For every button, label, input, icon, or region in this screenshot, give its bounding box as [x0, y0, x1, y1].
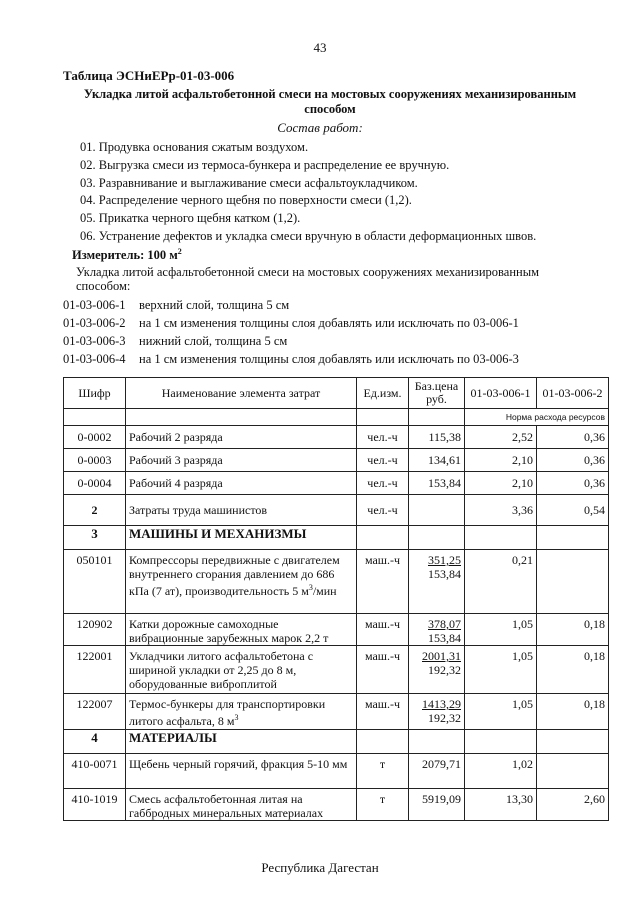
- page-number: 43: [313, 40, 327, 55]
- cell-v1: 3,36: [465, 495, 537, 526]
- cell-code: 050101: [64, 550, 126, 614]
- table-row: [64, 646, 609, 694]
- price-bottom: 153,84: [428, 631, 461, 645]
- cell-v1: 2,52: [465, 426, 537, 449]
- cell-v2: 0,36: [537, 449, 609, 472]
- cell-v2: 0,36: [537, 472, 609, 495]
- cell-name-text: Термос-бункеры для транспортировки литого асфальта, 8 м: [129, 697, 326, 728]
- description: Укладка литой асфальтобетонной смеси на мостовых сооружениях механизированным способом:: [76, 265, 540, 293]
- cell-price: 134,61: [409, 449, 465, 472]
- cell-name: Смесь асфальтобетонная литая на габбродных минеральных материалах: [126, 789, 357, 821]
- cell-name: Рабочий 4 разряда: [126, 472, 357, 495]
- header-price-line2: руб.: [426, 392, 447, 406]
- section-row-materials: [64, 730, 609, 754]
- cell-v2: [537, 550, 609, 614]
- cell-code: 0-0004: [64, 472, 126, 495]
- price-top: 1413,29: [422, 697, 461, 711]
- price-bottom: 192,32: [428, 711, 461, 725]
- cell-name-text: Компрессоры передвижные с двигателем внутреннего сгорания давлением до 686 кПа (7 ат), производительность 5 м: [129, 553, 340, 598]
- variant-row: [63, 316, 519, 331]
- price-bottom: 192,32: [428, 663, 461, 677]
- cell-code: 122001: [64, 646, 126, 694]
- cell-v1: 1,05: [465, 694, 537, 730]
- table-row: [64, 449, 609, 472]
- cell-unit: т: [357, 754, 409, 789]
- variant-text: на 1 см изменения толщины слоя добавлять или исключать по 03-006-3: [139, 352, 519, 366]
- cell-name-suffix: /мин: [312, 584, 337, 598]
- cell-price: [409, 646, 465, 694]
- cell-name: [126, 550, 357, 614]
- cell-name-sup: 3: [308, 583, 313, 592]
- cell-price: 2079,71: [409, 754, 465, 789]
- cell-unit: т: [357, 789, 409, 821]
- table-row: [64, 614, 609, 646]
- work-item: 04. Распределение черного щебня по поверхности смеси (1,2).: [80, 193, 412, 207]
- table-row: [64, 426, 609, 449]
- meter-sup: 2: [177, 247, 182, 256]
- cell-price: 115,38: [409, 426, 465, 449]
- price-top: 378,07: [428, 617, 461, 631]
- variant-code: 01-03-006-2: [63, 316, 126, 330]
- cell-v1: 2,10: [465, 472, 537, 495]
- section-row-machines: [64, 526, 609, 550]
- section-number: 4: [64, 730, 126, 754]
- cell-price: 153,84: [409, 472, 465, 495]
- cell-price: 5919,09: [409, 789, 465, 821]
- table-title: Укладка литой асфальтобетонной смеси на мостовых сооружениях механизированным способом: [83, 87, 577, 116]
- header-unit: Ед.изм.: [357, 378, 409, 409]
- header-code: Шифр: [64, 378, 126, 409]
- variant-text: верхний слой, толщина 5 см: [139, 298, 290, 312]
- cell-unit: чел.-ч: [357, 426, 409, 449]
- cell-price: [409, 614, 465, 646]
- norm-row: [64, 409, 609, 426]
- cell-v1: 1,05: [465, 614, 537, 646]
- cell-name: Рабочий 2 разряда: [126, 426, 357, 449]
- cell-name: Катки дорожные самоходные вибрационные зарубежных марок 2,2 т: [126, 614, 357, 646]
- cell-name-sup: 3: [234, 713, 239, 722]
- cell-unit: маш.-ч: [357, 614, 409, 646]
- cell-price: [409, 694, 465, 730]
- cell-v1: 0,21: [465, 550, 537, 614]
- cell-v1: 1,02: [465, 754, 537, 789]
- cell-name: [126, 694, 357, 730]
- header-col1: 01-03-006-1: [465, 378, 537, 409]
- cell-price: [409, 495, 465, 526]
- table-row: [64, 789, 609, 821]
- cell-unit: маш.-ч: [357, 694, 409, 730]
- table-header-row: [64, 378, 609, 409]
- cell-name: Затраты труда машинистов: [126, 495, 357, 526]
- header-price: [409, 378, 465, 409]
- variant-row: [63, 298, 289, 313]
- section-title: МАШИНЫ И МЕХАНИЗМЫ: [126, 526, 357, 550]
- variant-code: 01-03-006-4: [63, 352, 126, 366]
- work-item: 05. Прикатка черного щебня катком (1,2).: [80, 211, 301, 225]
- cell-v1: 13,30: [465, 789, 537, 821]
- work-item: 01. Продувка основания сжатым воздухом.: [80, 140, 309, 154]
- price-top: 2001,31: [422, 649, 461, 663]
- header-name: Наименование элемента затрат: [126, 378, 357, 409]
- cell-code: 410-1019: [64, 789, 126, 821]
- table-row: [64, 694, 609, 730]
- norm-label: Норма расхода ресурсов: [465, 409, 609, 426]
- table-row: [64, 495, 609, 526]
- table-code: Таблица ЭСНиЕРр-01-03-006: [63, 68, 235, 83]
- cell-code: 120902: [64, 614, 126, 646]
- cell-v2: 2,60: [537, 789, 609, 821]
- cell-v1: 1,05: [465, 646, 537, 694]
- variant-row: [63, 334, 287, 349]
- cell-name: Укладчики литого асфальтобетона с шириной укладки от 2,25 до 8 м, оборудованные виброплитой: [126, 646, 357, 694]
- cell-name: Щебень черный горячий, фракция 5-10 мм: [126, 754, 357, 789]
- cell-v2: 0,18: [537, 646, 609, 694]
- header-price-line1: Баз.цена: [414, 379, 459, 393]
- work-item: 03. Разравнивание и выглаживание смеси асфальтоукладчиком.: [80, 176, 418, 190]
- header-col2: 01-03-006-2: [537, 378, 609, 409]
- cell-v2: 0,18: [537, 694, 609, 730]
- works-heading: Состав работ:: [277, 120, 363, 135]
- cell-v2: 0,18: [537, 614, 609, 646]
- meter: [72, 247, 182, 263]
- cell-unit: маш.-ч: [357, 646, 409, 694]
- cell-code: 410-0071: [64, 754, 126, 789]
- page-footer: Республика Дагестан: [261, 860, 379, 875]
- table-row: [64, 550, 609, 614]
- variant-text: на 1 см изменения толщины слоя добавлять или исключать по 03-006-1: [139, 316, 519, 330]
- work-item: 06. Устранение дефектов и укладка смеси вручную в области деформационных швов.: [80, 229, 537, 243]
- price-bottom: 153,84: [428, 567, 461, 581]
- cell-unit: чел.-ч: [357, 495, 409, 526]
- cell-price: [409, 550, 465, 614]
- table-row: [64, 754, 609, 789]
- section-number: 3: [64, 526, 126, 550]
- table-row: [64, 472, 609, 495]
- variant-code: 01-03-006-3: [63, 334, 126, 348]
- cell-unit: чел.-ч: [357, 472, 409, 495]
- variant-code: 01-03-006-1: [63, 298, 126, 312]
- cell-code: 0-0002: [64, 426, 126, 449]
- cell-unit: чел.-ч: [357, 449, 409, 472]
- cell-code: 122007: [64, 694, 126, 730]
- section-title: МАТЕРИАЛЫ: [126, 730, 357, 754]
- cell-code: 0-0003: [64, 449, 126, 472]
- cell-v2: [537, 754, 609, 789]
- work-item: 02. Выгрузка смеси из термоса-бункера и распределение ее вручную.: [80, 158, 450, 172]
- cell-v2: 0,36: [537, 426, 609, 449]
- cell-v1: 2,10: [465, 449, 537, 472]
- resource-table: [63, 377, 609, 821]
- meter-label: Измеритель: 100 м: [72, 248, 178, 263]
- variant-row: [63, 352, 519, 367]
- cell-unit: маш.-ч: [357, 550, 409, 614]
- cell-code: 2: [64, 495, 126, 526]
- price-top: 351,25: [428, 553, 461, 567]
- cell-v2: 0,54: [537, 495, 609, 526]
- variant-text: нижний слой, толщина 5 см: [139, 334, 288, 348]
- cell-name: Рабочий 3 разряда: [126, 449, 357, 472]
